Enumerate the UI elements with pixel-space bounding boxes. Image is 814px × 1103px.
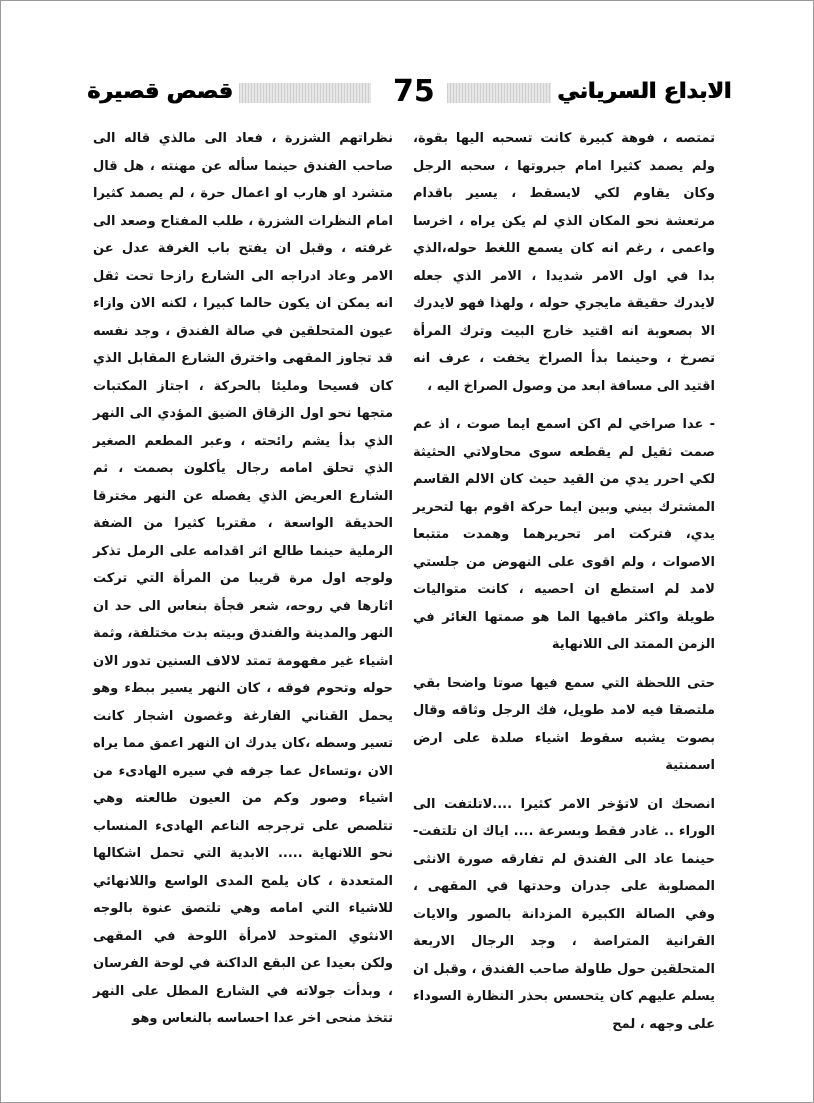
section-title: قصص قصيرة xyxy=(81,77,239,107)
magazine-title: الابداع السرياني xyxy=(551,77,737,107)
paragraph: نظراتهم الشزرة ، فعاد الى مالذي قاله الى صاحب الفندق حينما سأله عن مهنته ، هل قال متشرد او هارب او اعمال حرة ، لم يصمد كثيرا امام النظرات الشزرة ، طلب المفتاح وصعد الى غرفته ، وقبل ان يفتح باب الغرفة عدل عن الامر وعاد ادراجه الى الشارع رازحا تحت ثقل انه يمكن ان يكون حالما كبيرا ، لكنه الان وازاء عيون المتحلقين في صالة الفندق ، وجد نفسه قد تجاوز المقهى واخترق الشارع المقابل الذي كان فسيحا ومليئا بالحركة ، اجتاز المكتبات متجها نحو اول الزقاق الضيق المؤدي الى النهر الذي بدأ يشم رائحته ، وعبر المطعم الصغير الذي تحلق امامه رجال يأكلون بصمت ، ثم الشارع العريض الذي يفصله عن النهر مخترقا الحديقة الواسعة ، مقتربا كثيرا من الضفة الرملية حينما طالع اثر اقدامه على الرمل تذكر ولوجه اول مرة قريبا من المرأة التي تركت اثارها في روحه، شعر فجأة بنعاس الى حد ان النهر والمدينة والفندق وبيته بدت مختلفة، وثمة اشياء غير مفهومة تمتد لالاف السنين تدور الان حوله وتحوم فوقه ، كان النهر يسير ببطء وهو يحمل القناني الفارغة وغصون اشجار كانت تسير وسطه ،كان يدرك ان النهر اعمق مما يراه الان ،وتساءل عما جرفه في سيره الهادىء من اشياء وصور وكم من العيون طالعته وهي تتلصص على ترجرجه الناعم الهادىء المنساب نحو اللانهاية ..... الابدية التي تحمل اشكالها المتعددة ، كان يلمح المدى الواسع واللانهائي للاشياء التي امامه وهي تلتصق عنوة بالوجه الانثوي المتوحد لامرأة اللوحة في المقهى ولكن بعيدا عن البقع الداكنة في لوحة الفرسان ، وبدأت جولاته في الشارع المطل على النهر تتخذ منحى اخر عدا احساسه بالنعاس وهو xyxy=(93,131,393,1026)
paragraph: - عدا صراخي لم اكن اسمع ايما صوت ، اذ عم صمت ثقيل لم يقطعه سوى محاولاتي الحثيثة لكي احرر يدي من القيد حيث كان الالم القاسم المشترك بيني وبين ايما حركة اقوم بها لتحرير يدي، فتركت امر تحريرهما وهمدت متتبعا الاصوات ، ولم اقوى على النهوض من جلستي لامد لم استطع ان احصيه ، كانت متواليات طويلة واكثر مافيها الما هو صمتها الغائر في الزمن الممتد الى اللانهاية xyxy=(413,417,715,652)
page-number: 75 xyxy=(393,74,435,109)
text-column-left xyxy=(93,125,393,1044)
text-column-right xyxy=(413,125,715,1049)
paragraph: تمتصه ، فوهة كبيرة كانت تسحبه اليها بقوة، ولم يصمد كثيرا امام جبروتها ، سحبه الرجل وكان يقاوم لكي لايسقط ، يسير باقدام مرتعشة نحو المكان الذي لم يكن يراه ، اخرسا واعمى ، رغم انه كان يسمع اللغط حوله،الذي بدا في اول الامر شديدا ، الامر الذي جعله لايدرك حقيقة مايجري حوله ، ولهذا فهو لايدرك الا بصعوبة انه اقتيد خارج البيت وترك المرأة تصرخ ، وحينما بدأ الصراخ يخفت ، عرف انه اقتيد الى مسافة ابعد من وصول الصراخ اليه ، xyxy=(413,131,715,394)
page-header xyxy=(81,69,737,117)
paragraph: انصحك ان لاتؤخر الامر كثيرا ....لاتلتفت الى الوراء .. غادر فقط وبسرعة .... اياك ان تلتفت- حينما عاد الى الفندق لم تفارقه صورة الانثى المصلوبة على جدران وحدتها في المقهى ، وفي الصالة الكبيرة المزدانة بالصور والايات القرانية المتراصة ، وجد الرجال الاربعة المتحلقين حول طاولة صاحب الفندق ، وقبل ان يسلم عليهم كان يتحسس بحذر النظارة السوداء على وجهه ، لمح xyxy=(413,796,715,1032)
paragraph: حتى اللحظة التي سمع فيها صوتا واضحا بقي ملتصقا فيه لامد طويل، فك الرجل وثاقه وقال بصوت يشبه سقوط اشياء صلدة على ارض اسمنتية xyxy=(413,675,715,773)
